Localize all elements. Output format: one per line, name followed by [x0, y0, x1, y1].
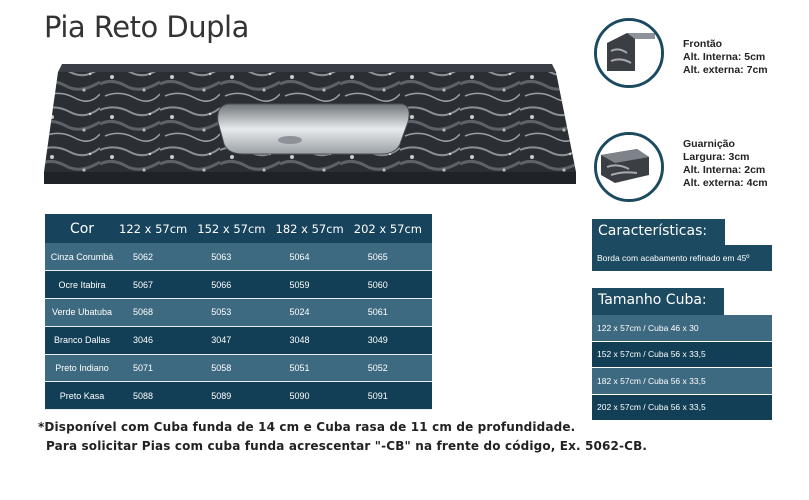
header-size-122: 122 x 57cm — [119, 214, 197, 243]
code-cell: 3048 — [276, 326, 354, 354]
code-cell: 5063 — [197, 243, 275, 271]
page-title: Pia Reto Dupla — [44, 10, 249, 44]
guarnicao-outer-height: Alt. externa: 4cm — [683, 177, 768, 189]
header-size-202: 202 x 57cm — [354, 214, 432, 243]
code-cell: 5060 — [354, 271, 432, 299]
availability-note: *Disponível com Cuba funda de 14 cm e Cuba rasa de 11 cm de profundidade. — [38, 420, 576, 434]
table-row — [45, 243, 432, 271]
guarnicao-profile-image — [594, 132, 664, 202]
row-color-name: Verde Ubatuba — [45, 299, 119, 327]
table-row — [45, 271, 432, 299]
code-cell: 5065 — [354, 243, 432, 271]
row-color-name: Cinza Corumbá — [45, 243, 119, 271]
code-cell: 5071 — [119, 354, 197, 382]
guarnicao-title: Guarnição — [683, 138, 735, 150]
codes-table — [45, 214, 432, 410]
code-cell: 5067 — [119, 271, 197, 299]
guarnicao-width: Largura: 3cm — [683, 151, 750, 163]
frontao-profile-image — [594, 18, 664, 88]
guarnicao-specs — [683, 138, 768, 190]
row-color-name: Preto Kasa — [45, 382, 119, 410]
code-cell: 5059 — [276, 271, 354, 299]
guarnicao-profile-icon — [597, 135, 661, 199]
frontao-specs — [683, 38, 768, 77]
list-item: 202 x 57cm / Cuba 56 x 33,5 — [592, 395, 772, 422]
frontao-outer-height: Alt. externa: 7cm — [683, 64, 768, 76]
caracteristicas-text: Borda com acabamento refinado em 45º — [592, 245, 772, 271]
code-cell: 5088 — [119, 382, 197, 410]
list-item: 122 x 57cm / Cuba 46 x 30 — [592, 315, 772, 342]
tamanho-cuba-title: Tamanho Cuba: — [592, 288, 724, 315]
code-cell: 5089 — [197, 382, 275, 410]
code-cell: 5024 — [276, 299, 354, 327]
code-cell: 3049 — [354, 326, 432, 354]
code-cell: 5090 — [276, 382, 354, 410]
row-color-name: Branco Dallas — [45, 326, 119, 354]
table-header-row — [45, 214, 432, 243]
order-note: Para solicitar Pias com cuba funda acrescentar "-CB" na frente do código, Ex. 5062-CB. — [46, 439, 648, 453]
code-cell: 5091 — [354, 382, 432, 410]
list-item: 182 x 57cm / Cuba 56 x 33,5 — [592, 368, 772, 395]
header-size-182: 182 x 57cm — [276, 214, 354, 243]
code-cell: 5061 — [354, 299, 432, 327]
code-cell: 5068 — [119, 299, 197, 327]
code-cell: 5051 — [276, 354, 354, 382]
code-cell: 5052 — [354, 354, 432, 382]
code-cell: 3046 — [119, 326, 197, 354]
table-row — [45, 382, 432, 410]
table-row — [45, 354, 432, 382]
caracteristicas-title: Características: — [592, 219, 725, 245]
header-cor: Cor — [45, 214, 119, 243]
tamanho-cuba-list — [592, 315, 772, 421]
code-cell: 5058 — [197, 354, 275, 382]
frontao-inner-height: Alt. Interna: 5cm — [683, 51, 766, 63]
guarnicao-inner-height: Alt. Interna: 2cm — [683, 164, 766, 176]
header-size-152: 152 x 57cm — [197, 214, 275, 243]
table-row — [45, 299, 432, 327]
countertop-illustration — [40, 62, 580, 187]
list-item: 152 x 57cm / Cuba 56 x 33,5 — [592, 342, 772, 369]
code-cell: 5066 — [197, 271, 275, 299]
frontao-title: Frontão — [683, 38, 723, 50]
table-row — [45, 326, 432, 354]
code-cell: 5053 — [197, 299, 275, 327]
code-cell: 3047 — [197, 326, 275, 354]
code-cell: 5062 — [119, 243, 197, 271]
row-color-name: Preto Indiano — [45, 354, 119, 382]
row-color-name: Ocre Itabira — [45, 271, 119, 299]
frontao-profile-icon — [597, 21, 661, 85]
code-cell: 5064 — [276, 243, 354, 271]
